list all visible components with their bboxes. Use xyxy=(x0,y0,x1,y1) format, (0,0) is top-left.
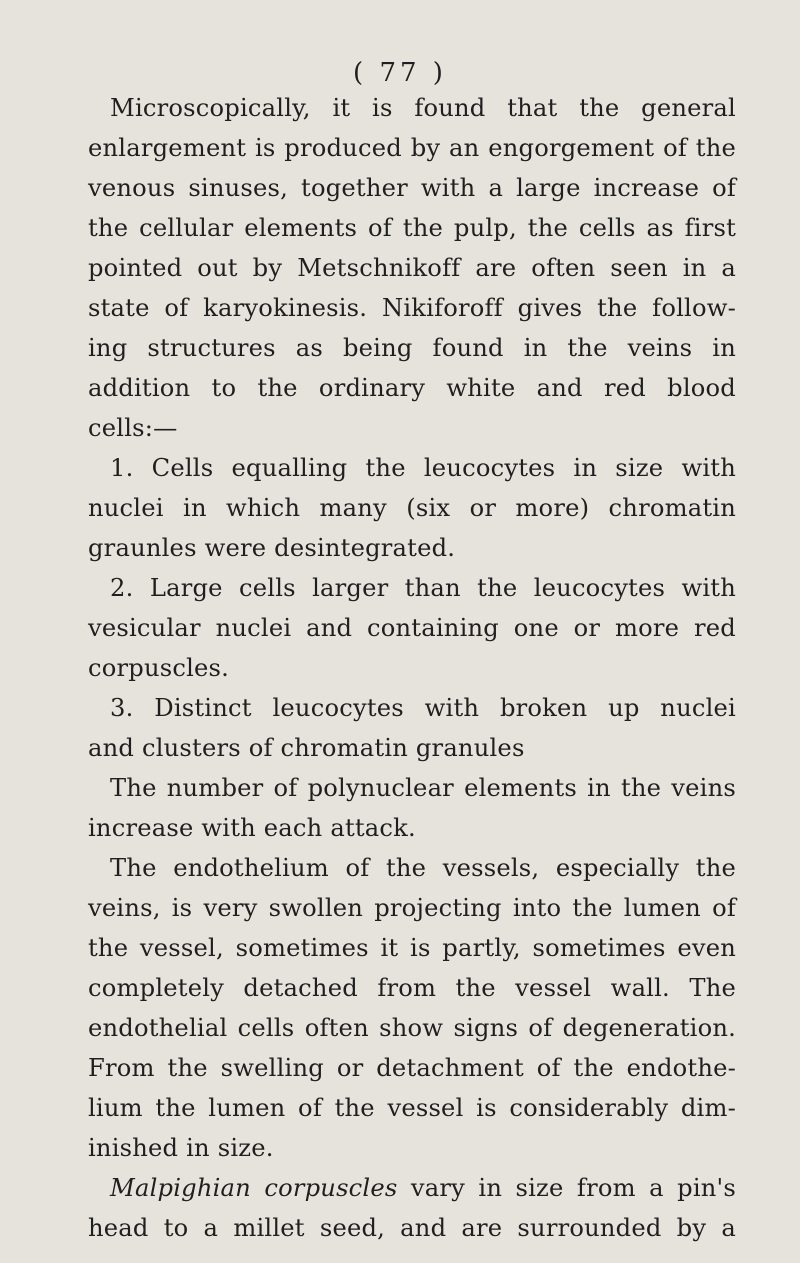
text-span: state of karyokinesis. Nikiforoff gives the follow- xyxy=(88,294,736,322)
text-span: and clusters of chromatin granules xyxy=(88,734,525,762)
text-span: The number of polynuclear elements in the veins xyxy=(110,774,736,802)
text-line xyxy=(88,288,736,328)
text-span: the cellular elements of the pulp, the cells as first xyxy=(88,214,736,242)
text-line xyxy=(88,1208,736,1248)
text-line xyxy=(88,528,736,568)
text-span: enlargement is produced by an engorgement of the xyxy=(88,134,736,162)
text-span: corpuscles. xyxy=(88,654,230,682)
text-span: the vessel, sometimes it is partly, sometimes even xyxy=(88,934,736,962)
text-span: The endothelium of the vessels, especially the xyxy=(110,854,736,882)
text-line xyxy=(88,248,736,288)
text-line xyxy=(88,648,736,688)
text-line xyxy=(88,888,736,928)
text-span: increase with each attack. xyxy=(88,814,416,842)
text-span: 2. Large cells larger than the leucocytes with xyxy=(110,574,736,602)
text-line xyxy=(110,848,736,888)
text-span: From the swelling or detachment of the endothe- xyxy=(88,1054,736,1082)
text-span: Microscopically, it is found that the general xyxy=(110,94,736,122)
text-line xyxy=(88,1128,736,1168)
text-span: nuclei in which many (six or more) chromatin xyxy=(88,494,736,522)
text-line xyxy=(88,408,736,448)
text-span: completely detached from the vessel wall. The xyxy=(88,974,736,1002)
italic-term: Malpighian corpuscles xyxy=(110,1174,398,1202)
text-span: veins, is very swollen projecting into the lumen of xyxy=(88,894,736,922)
text-line xyxy=(88,208,736,248)
text-line xyxy=(88,968,736,1008)
page-number: ( 77 ) xyxy=(353,58,447,88)
text-line xyxy=(88,608,736,648)
text-line xyxy=(110,88,736,128)
text-line xyxy=(88,368,736,408)
text-line xyxy=(88,1008,736,1048)
text-line xyxy=(88,1088,736,1128)
text-line xyxy=(88,328,736,368)
text-line xyxy=(110,1168,736,1208)
text-line xyxy=(88,808,736,848)
text-span: 3. Distinct leucocytes with broken up nuclei xyxy=(110,694,736,722)
text-span: pointed out by Metschnikoff are often seen in a xyxy=(88,254,736,282)
text-line xyxy=(110,768,736,808)
text-span: lium the lumen of the vessel is considerably dim- xyxy=(88,1094,736,1122)
text-span: ing structures as being found in the veins in xyxy=(88,334,736,362)
list-item-3 xyxy=(110,688,736,728)
text-span: vary in size from a pin's xyxy=(397,1174,736,1202)
text-span: addition to the ordinary white and red blood xyxy=(88,374,736,402)
text-line xyxy=(88,168,736,208)
list-item-2 xyxy=(110,568,736,608)
text-span: endothelial cells often show signs of degeneration. xyxy=(88,1014,736,1042)
text-span: head to a millet seed, and are surrounded by a xyxy=(88,1214,736,1242)
text-span: graunles were desintegrated. xyxy=(88,534,456,562)
text-line xyxy=(88,1048,736,1088)
text-line xyxy=(88,488,736,528)
text-line xyxy=(88,128,736,168)
text-span: 1. Cells equalling the leucocytes in size with xyxy=(110,454,736,482)
text-span: cells:— xyxy=(88,414,178,442)
text-line xyxy=(88,928,736,968)
text-line xyxy=(88,728,736,768)
text-span: venous sinuses, together with a large increase of xyxy=(88,174,736,202)
text-span: inished in size. xyxy=(88,1134,274,1162)
list-item-1 xyxy=(110,448,736,488)
text-span: vesicular nuclei and containing one or more red xyxy=(88,614,736,642)
